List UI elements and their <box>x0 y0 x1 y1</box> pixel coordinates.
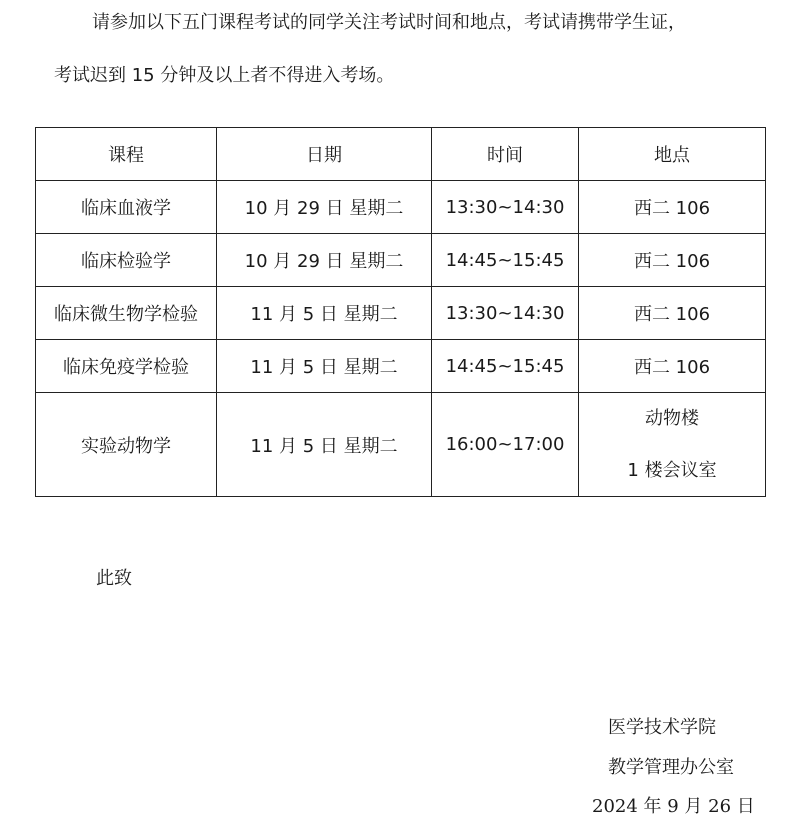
table-row <box>36 234 766 287</box>
header-date: 日期 <box>217 128 432 181</box>
course-cell: 临床微生物学检验 <box>36 287 217 340</box>
course-cell: 临床免疫学检验 <box>36 340 217 393</box>
closing-salutation: 此致 <box>96 568 132 589</box>
location-cell: 西二 106 <box>579 340 766 393</box>
table-row <box>36 287 766 340</box>
notice-line-1: 请参加以下五门课程考试的同学关注考试时间和地点，考试请携带学生证， <box>92 12 686 33</box>
time-cell: 14:45~15:45 <box>432 340 579 393</box>
signature-school: 医学技术学院 <box>608 717 716 738</box>
table-header-row <box>36 128 766 181</box>
course-cell: 临床血液学 <box>36 181 217 234</box>
location-room: 1 楼会议室 <box>627 459 717 481</box>
header-location: 地点 <box>579 128 766 181</box>
course-cell: 实验动物学 <box>36 393 217 497</box>
date-cell: 10 月 29 日 星期二 <box>217 181 432 234</box>
location-cell: 西二 106 <box>579 234 766 287</box>
location-building: 动物楼 <box>645 407 699 429</box>
date-cell: 11 月 5 日 星期二 <box>217 393 432 497</box>
header-time: 时间 <box>432 128 579 181</box>
date-cell: 11 月 5 日 星期二 <box>217 287 432 340</box>
signature-office: 教学管理办公室 <box>608 757 734 778</box>
course-cell: 临床检验学 <box>36 234 217 287</box>
table-row <box>36 340 766 393</box>
signature-date: 2024 年 9 月 26 日 <box>592 796 755 817</box>
time-cell: 16:00~17:00 <box>432 393 579 497</box>
exam-schedule-table <box>35 127 766 497</box>
date-cell: 11 月 5 日 星期二 <box>217 340 432 393</box>
table-row <box>36 181 766 234</box>
location-cell <box>579 393 766 497</box>
time-cell: 13:30~14:30 <box>432 287 579 340</box>
table-row <box>36 393 766 497</box>
location-cell: 西二 106 <box>579 287 766 340</box>
notice-line-2: 考试迟到 15 分钟及以上者不得进入考场。 <box>54 65 395 86</box>
date-cell: 10 月 29 日 星期二 <box>217 234 432 287</box>
time-cell: 14:45~15:45 <box>432 234 579 287</box>
header-course: 课程 <box>36 128 217 181</box>
time-cell: 13:30~14:30 <box>432 181 579 234</box>
location-cell: 西二 106 <box>579 181 766 234</box>
